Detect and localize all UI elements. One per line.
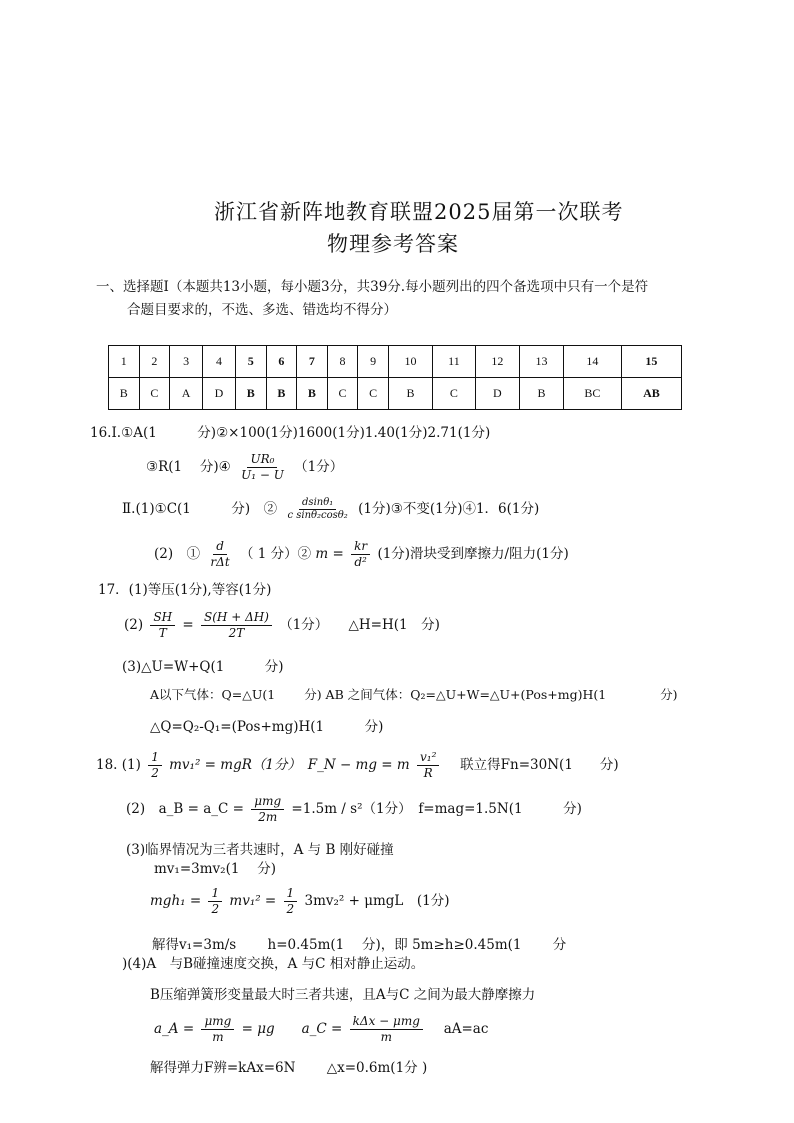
answer-table (108, 345, 682, 410)
table-cell: 2 (139, 346, 170, 378)
q18-fraction-half-a (208, 886, 222, 917)
table-cell: B (297, 378, 328, 410)
q17-line3: (3)△U=W+Q(1 分) (122, 659, 284, 675)
fraction-numerator: v₁² (417, 750, 439, 766)
fraction-numerator: d (213, 539, 227, 555)
table-cell: B (388, 378, 432, 410)
table-cell: 8 (327, 346, 358, 378)
table-cell: D (203, 378, 236, 410)
q18-line1-pre: 18. (1) (96, 757, 141, 773)
q16-line3 (122, 497, 539, 522)
fraction-denominator: 2 (211, 902, 220, 916)
q16-line4-mid: （ 1 分）② (239, 546, 312, 562)
q18-fraction-half-b (284, 886, 298, 917)
q16-line4 (154, 539, 569, 570)
section1-heading-cont: 合题目要求的，不选、多选、错选均不得分） (127, 302, 397, 318)
table-cell: AB (621, 378, 681, 410)
q18-line5-mid: mv₁² = (229, 893, 277, 909)
table-cell: 12 (475, 346, 519, 378)
table-cell: BC (564, 378, 622, 410)
fraction-denominator: c sinθ₂cosθ₂ (287, 510, 348, 521)
fraction-numerator: S(H + ΔH) (201, 610, 272, 626)
table-cell: B (109, 378, 140, 410)
table-cell: B (266, 378, 297, 410)
table-cell: C (139, 378, 170, 410)
fraction-numerator: 1 (208, 886, 222, 902)
q18-line1-post: 联立得Fn=30N(1 分) (446, 757, 619, 773)
fraction-denominator: m (212, 1030, 224, 1044)
q18-fraction-v2-over-r (417, 750, 439, 781)
table-row-answers (109, 378, 682, 410)
q17-fraction-sh-dh-over-2t (201, 610, 272, 641)
fraction-numerator: kr (351, 539, 370, 555)
q18-line4: mv₁=3mv₂(1 分) (154, 861, 276, 877)
table-cell: C (358, 378, 389, 410)
table-cell: B (519, 378, 563, 410)
q18-line5 (150, 886, 450, 917)
q17-line5: △Q=Q₂-Q₁=(Pos+mg)H(1 分) (150, 719, 384, 735)
table-cell: 14 (564, 346, 622, 378)
q16-line2 (146, 452, 343, 483)
fraction-denominator: T (158, 626, 167, 640)
q18-line2 (126, 794, 582, 825)
fraction-numerator: UR₀ (247, 452, 277, 468)
page-subtitle: 物理参考答案 (327, 232, 459, 256)
fraction-numerator: dsinθ₁ (299, 497, 336, 510)
q18-fraction-umg-over-m (201, 1014, 234, 1045)
fraction-denominator: m (380, 1030, 392, 1044)
table-row-numbers (109, 346, 682, 378)
fraction-denominator: 2T (228, 626, 245, 640)
table-cell: C (327, 378, 358, 410)
q16-line3-pre: Ⅱ.(1)①C(1 分) ② (122, 501, 278, 517)
fraction-denominator: rΔt (210, 555, 230, 569)
q16-line2-pre: ③R(1 分)④ (146, 459, 231, 475)
fraction-numerator: μmg (201, 1014, 234, 1030)
q17-line2-pre: (2) (124, 617, 144, 633)
q18-fraction-umg-over-2m (251, 794, 284, 825)
q17-line1: 17．(1)等压(1分),等容(1分) (98, 582, 272, 598)
q17-fraction-sh-over-t (150, 610, 175, 641)
fraction-numerator: SH (150, 610, 175, 626)
q17-line2-eq: = (182, 617, 194, 633)
fraction-numerator: μmg (251, 794, 284, 810)
q16-line4-pre: (2) ① (154, 546, 201, 562)
q17-line4: A以下气体：Q=△U(1 分) AB 之间气体：Q₂=△U+W=△U+(Pos+mg)H(1 分) (150, 687, 678, 702)
section1-heading: 一、选择题Ⅰ（本题共13小题，每小题3分，共39分.每小题列出的四个备选项中只有一个是符 (96, 279, 649, 295)
table-cell: 3 (170, 346, 203, 378)
q18-line10: 解得弹力F辨=kAx=6N △x=0.6m(1分 ) (150, 1060, 428, 1076)
q18-line1-mid: mv₁² = mgR（1分） F_N − mg = m (169, 757, 410, 773)
q18-fraction-kdx-over-m (350, 1014, 423, 1045)
q18-line5-post: 3mv₂² + μmgL (1分) (304, 893, 450, 909)
fraction-denominator: 2m (258, 810, 278, 824)
q18-line9-mid: = μg a_C = (241, 1021, 343, 1037)
fraction-denominator: 2 (151, 766, 159, 780)
q18-line5-pre: mgh₁ = (150, 893, 202, 909)
table-cell: A (170, 378, 203, 410)
table-cell: 1 (109, 346, 140, 378)
table-cell: 6 (266, 346, 297, 378)
q18-line2-post: =1.5m / s²（1分） f=mag=1.5N(1 分) (291, 801, 582, 817)
q16-fraction-dsin (284, 497, 350, 522)
table-cell: C (433, 378, 476, 410)
table-cell: 10 (388, 346, 432, 378)
q16-line4-eq: m = (315, 546, 344, 562)
q18-line9-pre: a_A = (154, 1021, 195, 1037)
fraction-denominator: 2 (286, 902, 295, 916)
table-cell: B (235, 378, 266, 410)
page-title: 浙江省新阵地教育联盟2025届第一次联考 (214, 200, 624, 224)
table-cell: 4 (203, 346, 236, 378)
table-cell: 15 (621, 346, 681, 378)
q18-line2-pre: (2) a_B = a_C = (126, 801, 244, 817)
fraction-numerator: 1 (284, 886, 298, 902)
table-cell: 9 (358, 346, 389, 378)
q18-line3: (3)临界情况为三者共速时，A 与 B 刚好碰撞 (126, 842, 394, 858)
fraction-denominator: d² (354, 555, 367, 569)
q16-line2-post: （1分） (294, 459, 344, 475)
table-cell: D (475, 378, 519, 410)
q16-fraction-ur0 (238, 452, 287, 483)
q18-fraction-half (148, 750, 162, 781)
table-cell: 7 (297, 346, 328, 378)
q18-line6: 解得v₁=3m/s h=0.45m(1 分)，即 5m≥h≥0.45m(1 分 (152, 937, 567, 953)
table-cell: 5 (235, 346, 266, 378)
fraction-numerator: 1 (148, 750, 162, 766)
q18-line9 (154, 1014, 488, 1045)
table-cell: 13 (519, 346, 563, 378)
q17-line2-post: （1分） △H=H(1 分) (279, 617, 440, 633)
q16-line1: 16.I.①A(1 分)②×100(1分)1600(1分)1.40(1分)2.71(1分) (90, 425, 491, 441)
q17-line2 (124, 610, 440, 641)
fraction-denominator: R (423, 766, 433, 780)
q16-fraction-kr-over-d2 (351, 539, 370, 570)
q18-line1 (96, 750, 619, 781)
q16-line3-post: (1分)③不变(1分)④1．6(1分) (358, 501, 540, 517)
q18-line7: )(4)A 与B碰撞速度交换，A 与C 相对静止运动。 (122, 956, 425, 972)
q18-line8: B压缩弹簧形变量最大时三者共速，且A与C 之间为最大静摩擦力 (150, 987, 536, 1003)
table-cell: 11 (433, 346, 476, 378)
q18-line9-post: aA=ac (430, 1021, 489, 1037)
fraction-denominator: U₁ − U (241, 468, 284, 482)
fraction-numerator: kΔx − μmg (350, 1014, 423, 1030)
q16-fraction-d-over-rdt (207, 539, 232, 570)
q16-line4-post: (1分)滑块受到摩擦力/阻力(1分) (377, 546, 569, 562)
